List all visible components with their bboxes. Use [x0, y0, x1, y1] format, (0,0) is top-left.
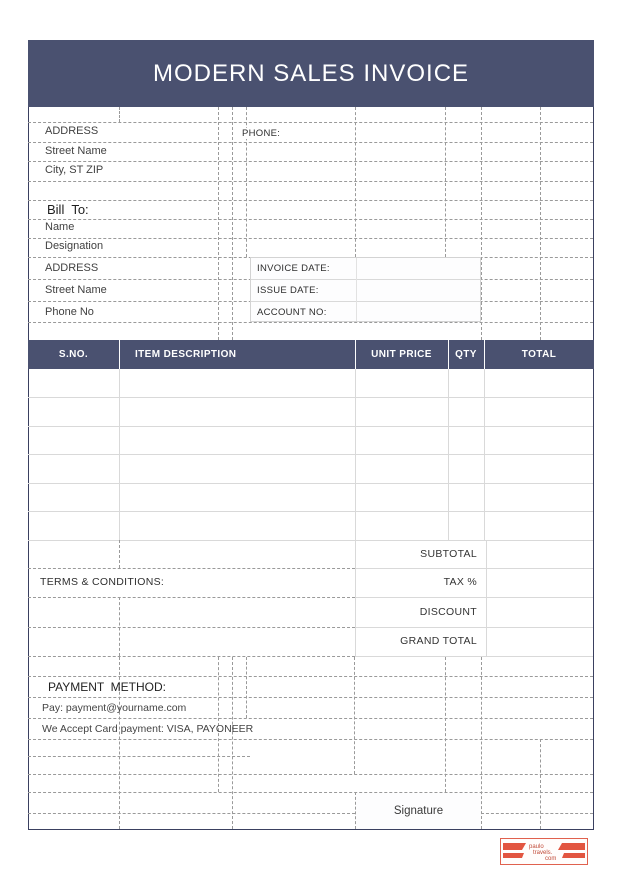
items-table-header	[28, 340, 594, 369]
payment-heading: PAYMENT METHOD:	[48, 680, 167, 694]
brand-logo	[500, 838, 588, 865]
payment-pay-line: Pay: payment@yourname.com	[42, 702, 187, 714]
discount-label: DISCOUNT	[419, 606, 477, 618]
logo-word-2: travels.	[533, 850, 553, 856]
from-street: Street Name	[45, 145, 107, 157]
col-item-description: ITEM DESCRIPTION	[135, 349, 237, 360]
tax-label: TAX %	[443, 576, 477, 588]
account-no-label: ACCOUNT NO:	[257, 307, 327, 318]
bill-to-name: Name	[45, 221, 75, 233]
bill-to-address-label: ADDRESS	[45, 262, 99, 274]
grand-total-label: GRAND TOTAL	[400, 635, 477, 647]
signature-label: Signature	[393, 805, 444, 817]
subtotal-label: SUBTOTAL	[420, 548, 477, 560]
signature-cell	[356, 793, 481, 829]
logo-stripe-icon	[562, 853, 585, 858]
phone-label: PHONE:	[242, 128, 281, 139]
invoice-title: MODERN SALES INVOICE	[152, 59, 470, 87]
col-sno: S.NO.	[58, 349, 89, 360]
col-qty: QTY	[455, 349, 477, 360]
logo-stripe-icon	[558, 843, 585, 850]
logo-word-3: com	[545, 856, 557, 862]
logo-stripe-icon	[503, 853, 524, 858]
invoice-meta-block	[250, 257, 481, 322]
from-city: City, ST ZIP	[45, 164, 104, 176]
invoice-title-bar	[28, 40, 594, 107]
terms-label: TERMS & CONDITIONS:	[40, 576, 165, 588]
payment-accept-line: We Accept Card payment: VISA, PAYONEER	[42, 723, 254, 735]
issue-date-label: ISSUE DATE:	[251, 280, 480, 302]
bill-to-heading: Bill To:	[47, 202, 89, 217]
logo-word-1: paulo	[529, 844, 544, 850]
bill-to-street: Street Name	[45, 284, 107, 296]
invoice-date-label: INVOICE DATE:	[251, 258, 480, 280]
col-unit-price: UNIT PRICE	[371, 349, 432, 360]
col-total: TOTAL	[521, 349, 557, 360]
bill-to-phone: Phone No	[45, 306, 94, 318]
from-address-label: ADDRESS	[45, 125, 99, 137]
logo-stripe-icon	[503, 843, 526, 850]
bill-to-designation: Designation	[45, 240, 104, 252]
